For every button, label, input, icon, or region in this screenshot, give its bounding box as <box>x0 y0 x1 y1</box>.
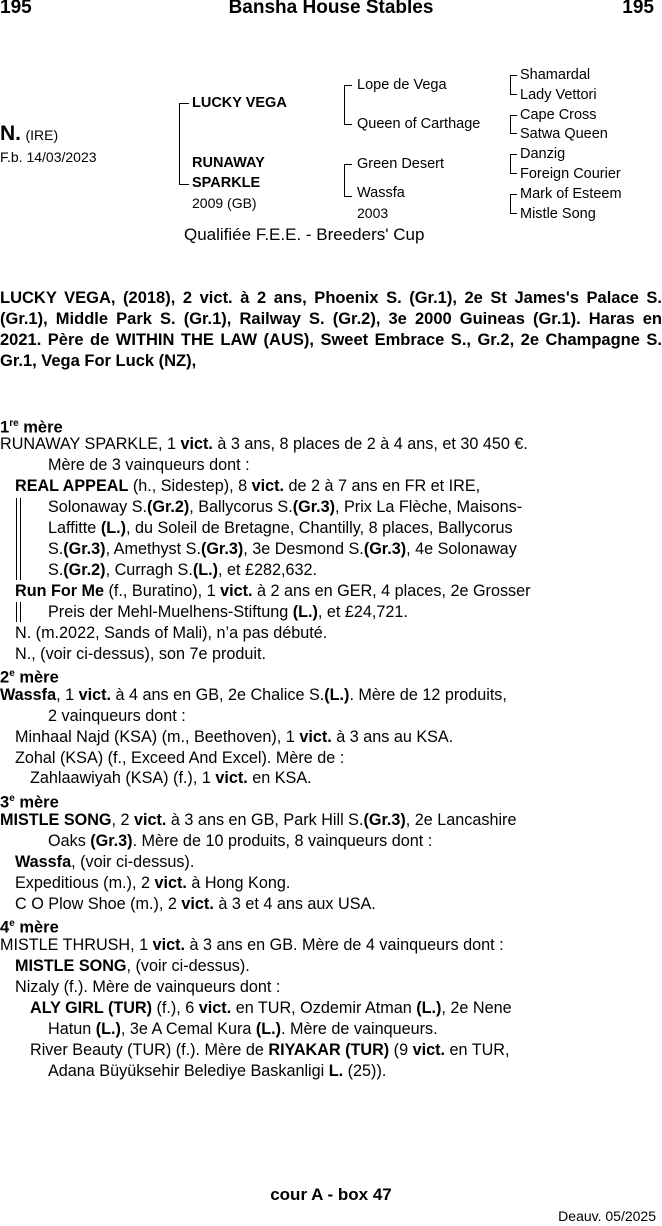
pedigree-tick <box>510 213 517 214</box>
dam-line: Oaks (Gr.3). Mère de 10 produits, 8 vainqueurs dont : <box>48 832 433 850</box>
pedigree-bracket-ss <box>510 75 511 95</box>
produce-bar <box>16 498 21 580</box>
dam-line: ALY GIRL (TUR) (f.), 6 vict. en TUR, Ozdemir Atman (L.), 2e Nene <box>30 999 512 1017</box>
pedigree-gen3-3: Cape Cross <box>520 107 597 123</box>
dam-line: Preis der Mehl-Muelhens-Stiftung (L.), et £24,721. <box>48 603 408 621</box>
pedigree-dam-line2: SPARKLE <box>192 175 261 191</box>
dam-line: Laffitte (L.), du Soleil de Bretagne, Chantilly, 8 places, Ballycorus <box>48 519 513 537</box>
dam-line: Adana Büyüksehir Belediye Baskanligi L. (25)). <box>48 1062 387 1080</box>
sire-biography: LUCKY VEGA, (2018), 2 vict. à 2 ans, Phoenix S. (Gr.1), 2e St James's Palace S. (Gr.1), Middle Park S. (Gr.1), Railway S. (Gr.2), 3e 2000 Guineas (Gr.1). Haras en 2021. Père de WITHIN THE LAW (AUS), Sweet Embrace S., Gr.2, 2e Champagne S. Gr.1, Vega For Luck (NZ), <box>0 289 662 370</box>
pedigree-tick <box>510 173 517 174</box>
horse-identity <box>0 122 58 146</box>
pedigree-bracket-sire <box>344 85 345 125</box>
pedigree-bracket-parents <box>179 103 180 185</box>
lot-number-right: 195 <box>622 0 654 18</box>
dam-line: N. (m.2022, Sands of Mali), n’a pas débuté. <box>15 624 328 642</box>
dam-line: N., (voir ci-dessus), son 7e produit. <box>15 645 267 663</box>
pedigree-bracket-dam <box>344 164 345 197</box>
pedigree-tick <box>179 103 189 104</box>
dam-line: 2 vainqueurs dont : <box>48 707 186 725</box>
section-1re-mere: 1re mère <box>0 418 63 437</box>
dam-line: Wassfa, (voir ci-dessus). <box>15 853 195 871</box>
pedigree-tick <box>510 115 517 116</box>
pedigree-gen3-6: Foreign Courier <box>520 166 621 182</box>
footer-location: cour A - box 47 <box>270 1185 392 1204</box>
pedigree-gen3-5: Danzig <box>520 146 566 162</box>
pedigree-gen3-7: Mark of Esteem <box>520 186 622 202</box>
dam-line: Hatun (L.), 3e A Cemal Kura (L.). Mère de vainqueurs. <box>48 1020 438 1038</box>
dam-line: Expeditious (m.), 2 vict. à Hong Kong. <box>15 874 291 892</box>
pedigree-sire-sire: Lope de Vega <box>357 77 447 93</box>
pedigree-dam-year: 2009 (GB) <box>192 195 257 211</box>
pedigree-dam-dam-year: 2003 <box>357 205 389 221</box>
pedigree-gen3-4: Satwa Queen <box>520 126 608 142</box>
dam-line: Minhaal Najd (KSA) (m., Beethoven), 1 vict. à 3 ans au KSA. <box>15 728 454 746</box>
pedigree-bracket-ds <box>510 154 511 174</box>
dam-line: S.(Gr.3), Amethyst S.(Gr.3), 3e Desmond S.(Gr.3), 4e Solonaway <box>48 540 517 558</box>
dam-line: S.(Gr.2), Curragh S.(L.), et £282,632. <box>48 561 318 579</box>
dam-line: Solonaway S.(Gr.2), Ballycorus S.(Gr.3), Prix La Flèche, Maisons- <box>48 498 523 516</box>
pedigree-dam-sire: Green Desert <box>357 156 445 172</box>
page-title: Bansha House Stables <box>228 0 434 18</box>
dam-line: C O Plow Shoe (m.), 2 vict. à 3 et 4 ans aux USA. <box>15 895 376 913</box>
horse-origin: (IRE) <box>25 127 59 143</box>
pedigree-tick <box>344 85 352 86</box>
pedigree-gen3-1: Shamardal <box>520 67 591 83</box>
produce-bar <box>16 602 21 622</box>
pedigree-gen3-2: Lady Vettori <box>520 87 597 103</box>
pedigree-bracket-dd <box>510 194 511 214</box>
pedigree-tick <box>344 164 352 165</box>
dam-line: Wassfa, 1 vict. à 4 ans en GB, 2e Chalice S.(L.). Mère de 12 produits, <box>0 686 507 704</box>
section-4e-mere: 4e mère <box>0 918 59 937</box>
dam-line: Zohal (KSA) (f., Exceed And Excel). Mère de : <box>15 749 345 767</box>
pedigree-dam-dam: Wassfa <box>357 185 405 201</box>
horse-name: N. <box>0 122 21 145</box>
pedigree-bracket-sd <box>510 115 511 134</box>
pedigree-tick <box>510 194 517 195</box>
pedigree-sire: LUCKY VEGA <box>192 95 287 111</box>
dam-line: MISTLE THRUSH, 1 vict. à 3 ans en GB. Mère de 4 vainqueurs dont : <box>0 936 504 954</box>
pedigree-tick <box>179 184 189 185</box>
dam-line: Mère de 3 vainqueurs dont : <box>48 456 250 474</box>
dam-line: RUNAWAY SPARKLE, 1 vict. à 3 ans, 8 places de 2 à 4 ans, et 30 450 €. <box>0 435 528 453</box>
pedigree-sire-dam: Queen of Carthage <box>357 116 481 132</box>
pedigree-gen3-8: Mistle Song <box>520 206 596 222</box>
dam-line: River Beauty (TUR) (f.). Mère de RIYAKAR (TUR) (9 vict. en TUR, <box>30 1041 510 1059</box>
dam-line: MISTLE SONG, (voir ci-dessus). <box>15 957 250 975</box>
pedigree-tick <box>510 133 517 134</box>
horse-sex-dob: F.b. 14/03/2023 <box>0 149 97 165</box>
dam-line: Zahlaawiyah (KSA) (f.), 1 vict. en KSA. <box>30 769 312 787</box>
dam-line: Run For Me (f., Buratino), 1 vict. à 2 ans en GER, 4 places, 2e Grosser <box>15 582 531 600</box>
dam-line: Nizaly (f.). Mère de vainqueurs dont : <box>15 978 281 996</box>
footer-sale: Deauv. 05/2025 <box>558 1208 656 1224</box>
lot-number-left: 195 <box>0 0 32 18</box>
section-2e-mere: 2e mère <box>0 668 59 687</box>
dam-line: REAL APPEAL (h., Sidestep), 8 vict. de 2 à 7 ans en FR et IRE, <box>15 477 481 495</box>
pedigree-tick <box>510 154 517 155</box>
pedigree-tick <box>510 94 517 95</box>
pedigree-tick <box>344 196 352 197</box>
section-3e-mere: 3e mère <box>0 793 59 812</box>
qualification: Qualifiée F.E.E. - Breeders' Cup <box>184 225 425 244</box>
pedigree-tick <box>510 75 517 76</box>
pedigree-dam-line1: RUNAWAY <box>192 155 265 171</box>
dam-line: MISTLE SONG, 2 vict. à 3 ans en GB, Park Hill S.(Gr.3), 2e Lancashire <box>0 811 517 829</box>
pedigree-tick <box>344 124 352 125</box>
